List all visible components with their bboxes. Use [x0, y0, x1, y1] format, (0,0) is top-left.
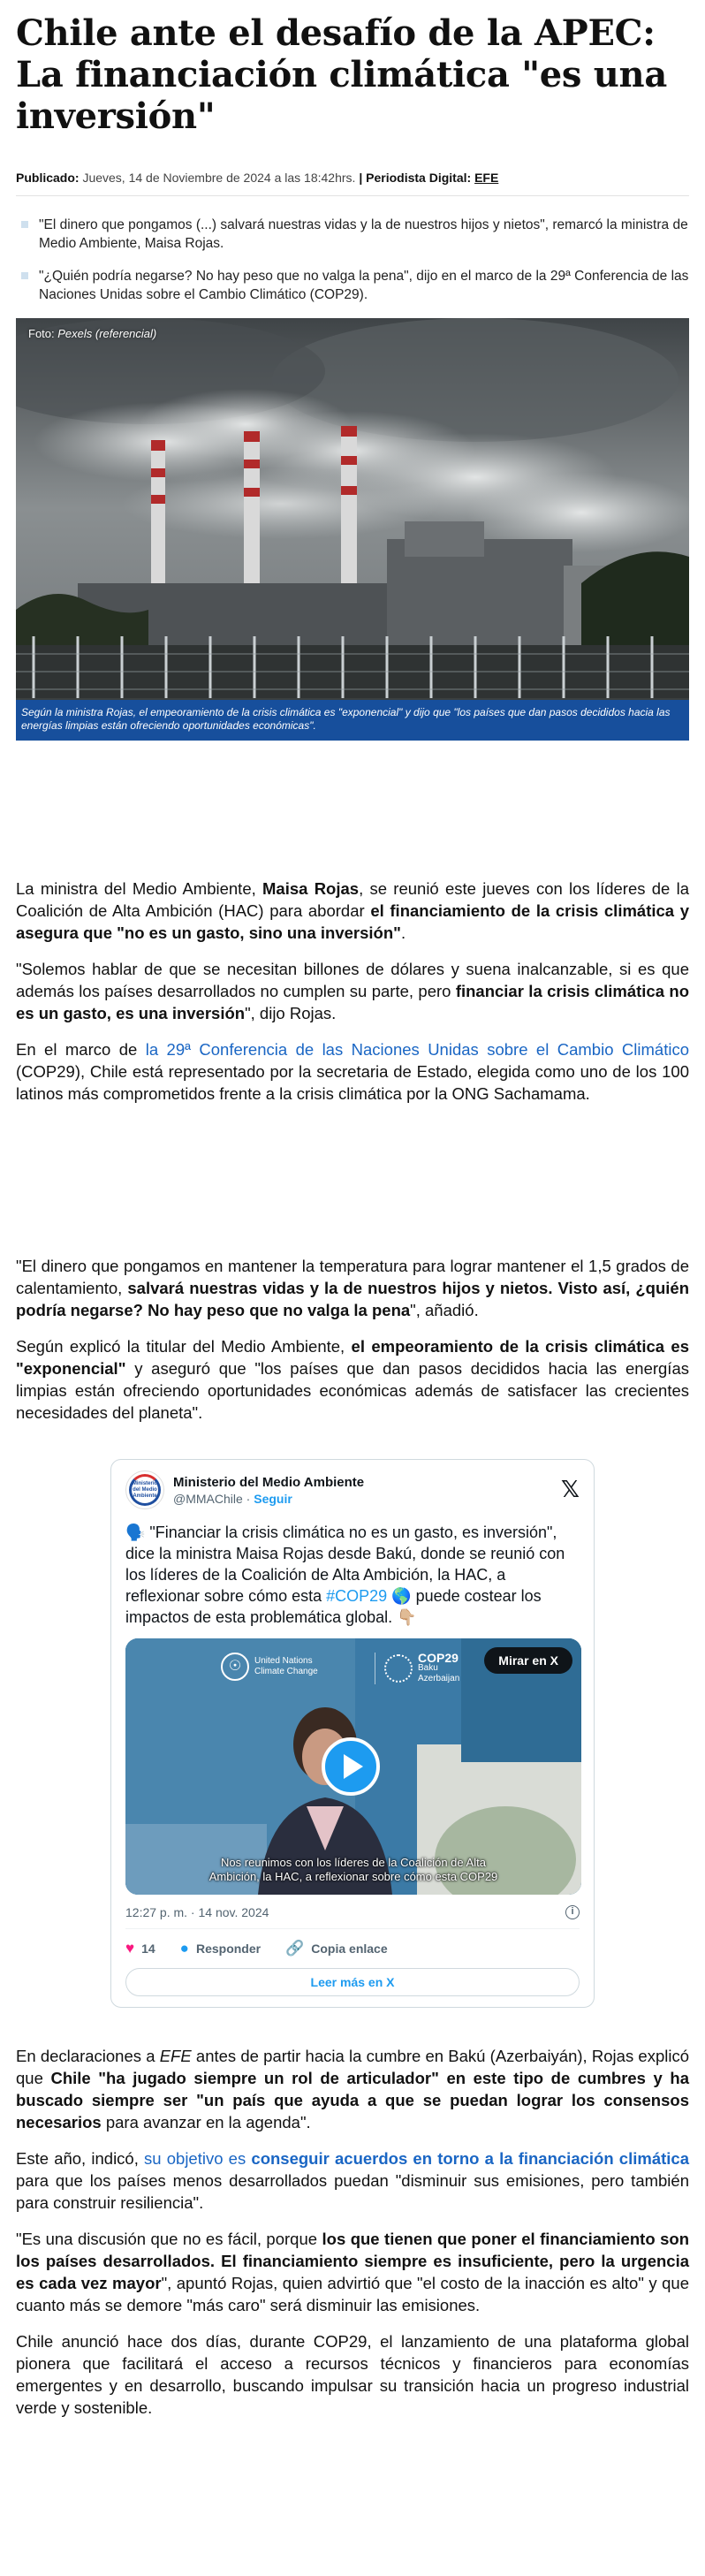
power-plant-illustration [16, 318, 689, 741]
text-run: "Es una discusión que no es fácil, porque [16, 2230, 322, 2248]
tweet-timestamp[interactable]: 12:27 p. m. · 14 nov. 2024 [125, 1905, 269, 1919]
bold-text: Maisa Rojas [262, 879, 360, 898]
read-more-on-x-button[interactable]: Leer más en X [125, 1968, 580, 1996]
tweet-author-name[interactable]: Ministerio del Medio Ambiente [173, 1474, 365, 1490]
tweet-embed[interactable] [110, 1459, 595, 2008]
cop29-emblem-icon [384, 1654, 413, 1683]
follow-button[interactable]: Seguir [254, 1491, 292, 1506]
photo-credit-source: Pexels (referencial) [57, 327, 157, 340]
image-caption: Según la ministra Rojas, el empeoramiento de la crisis climática es "exponencial" y dijo que "los países que dan pasos decididos hacia las energías limpias están ofreciendo oportunidades económicas". [16, 700, 689, 741]
cop29-title: COP29 [418, 1651, 459, 1665]
summary-item [16, 216, 689, 253]
text-run: 🗣️ "Financiar la crisis climática no es un gasto, es inversión", dice la ministra Maisa Rojas desde Bakú, donde se reunió con los líderes de la Coalición de Alta Ambición, la HAC, a reflexionar sobre cómo esta [125, 1524, 565, 1605]
climate-finance-link[interactable]: su objetivo es [144, 2149, 252, 2168]
tweet-timestamp-row [125, 1905, 580, 1929]
subtitle-line: Ambición, la HAC, a reflexionar sobre cómo esta COP29 [208, 1870, 498, 1883]
un-emblem-icon: ☉ [221, 1653, 249, 1681]
like-button[interactable] [125, 1940, 155, 1957]
bullet-square-icon [21, 221, 28, 228]
tweet-actions [125, 1940, 580, 1957]
text-run: "Solemos hablar de que se necesitan billones de dólares y suena inalcanzable, si es que además los países desarrollados no cumplen su parte, pero [16, 960, 689, 1000]
paragraph [16, 1335, 689, 1424]
bullet-square-icon [21, 272, 28, 279]
tweet-handle-row [173, 1492, 561, 1506]
video-subtitles [125, 1856, 581, 1884]
paragraph [16, 958, 689, 1024]
paragraph [16, 878, 689, 944]
un-climate-logo [221, 1653, 318, 1681]
like-count: 14 [141, 1941, 155, 1956]
ad-space [16, 1119, 689, 1255]
photo-credit-label: Foto: [28, 327, 55, 340]
climate-finance-link-bold[interactable]: conseguir acuerdos en torno a la financiación climática [251, 2149, 689, 2168]
avatar[interactable] [125, 1470, 164, 1509]
paragraph [16, 2228, 689, 2316]
paragraph [16, 1255, 689, 1321]
text-run: 🌎 puede costear los impactos de esta problemática global. 👇🏼 [125, 1587, 542, 1626]
paragraph [16, 2045, 689, 2133]
heart-icon: ♥ [125, 1940, 135, 1957]
paragraph [16, 1038, 689, 1105]
text-run: antes de partir hacia la cumbre en Bakú (Azerbaiyán), Rojas explicó que [16, 2047, 689, 2087]
link-icon: 🔗 [285, 1940, 305, 1957]
text-run: ", dijo Rojas. [245, 1004, 337, 1022]
summary-item [16, 267, 689, 304]
text-run: "El dinero que pongamos en mantener la temperatura para lograr mantener el 1,5 grados de calentamiento, [16, 1257, 689, 1297]
summary-list [16, 216, 689, 304]
text-run: ", apuntó Rojas, quien advirtió que "el costo de la inacción es alto" y que cuanto más se demore "más caro" será disminuir las emisiones. [16, 2274, 689, 2314]
byline-separator: | [359, 171, 363, 185]
text-run: . [400, 923, 406, 942]
author-label: Periodista Digital: [366, 171, 472, 185]
bold-text: financiar la crisis climática no es un gasto, es una inversión [16, 982, 689, 1022]
text-run: Este año, indicó, [16, 2149, 145, 2168]
text-run: (COP29), Chile está representado por la secretaria de Estado, elegida como uno de los 100 latinos más comprometidos frente a la crisis climática por la ONG Sachamama. [16, 1062, 689, 1103]
bold-text: los que tienen que poner el financiamiento son los países desarrollados. El financiamiento siempre es insuficiente, pero la urgencia es cada vez mayor [16, 2230, 689, 2292]
subtitle-line: Nos reunimos con los líderes de la Coalición de Alta [221, 1856, 486, 1869]
tweet-handle[interactable]: @MMAChile [173, 1491, 243, 1506]
ad-space [16, 741, 689, 878]
bold-text: el empeoramiento de la crisis climática es "exponencial" [16, 1337, 689, 1378]
photo-credit [28, 327, 156, 340]
play-icon[interactable] [322, 1737, 380, 1796]
x-logo-icon[interactable]: 𝕏 [561, 1477, 580, 1503]
text-run: La ministra del Medio Ambiente, [16, 879, 263, 898]
copy-link-label: Copia enlace [311, 1941, 388, 1956]
cop29-line-2: Azerbaijan [418, 1674, 460, 1683]
reply-button[interactable] [180, 1940, 261, 1957]
paragraph [16, 2147, 689, 2214]
reply-bubble-icon: ● [179, 1940, 189, 1957]
un-line-1: United Nations [254, 1656, 313, 1666]
watch-on-x-button[interactable]: Mirar en X [484, 1647, 572, 1674]
text-run: Según explicó la titular del Medio Ambiente, [16, 1337, 352, 1356]
published-date: Jueves, 14 de Noviembre de 2024 a las 18:42hrs. [82, 171, 356, 185]
hashtag-link[interactable]: #COP29 [326, 1587, 388, 1605]
tweet-author [173, 1475, 561, 1506]
handle-separator: · [242, 1491, 254, 1506]
tweet-video[interactable] [125, 1638, 581, 1895]
summary-text: "¿Quién podría negarse? No hay peso que no valga la pena", dijo en el marco de la 29ª Conferencia de las Naciones Unidas sobre el Cambio Climático (COP29). [39, 269, 689, 302]
tweet-header [125, 1470, 580, 1509]
text-run: y aseguró que "los países que dan pasos decididos hacia las energías limpias están ofreciendo oportunidades económicas además de satisfacer las crecientes necesidades del planeta". [16, 1359, 689, 1422]
text-run: En el marco de [16, 1040, 146, 1059]
info-icon[interactable]: i [565, 1905, 580, 1919]
avatar-logo: Ministerio del Medio Ambiente [129, 1474, 161, 1506]
article-title: Chile ante el desafío de la APEC: La financiación climática "es una inversión" [16, 12, 667, 137]
summary-text: "El dinero que pongamos (...) salvará nuestras vidas y la de nuestros hijos y nietos", remarcó la ministra de Medio Ambiente, Maisa Rojas. [39, 217, 688, 251]
bold-text: el financiamiento de la crisis climática y asegura que "no es un gasto, sino una inversión" [16, 901, 690, 942]
lead-image [16, 318, 689, 741]
author-link[interactable]: EFE [474, 171, 499, 185]
text-run: para que los países menos desarrollados puedan "disminuir sus emisiones, pero también para construir resiliencia". [16, 2171, 689, 2212]
un-line-2: Climate Change [254, 1667, 318, 1676]
text-run: En declaraciones a [16, 2047, 160, 2065]
cop29-link[interactable]: la 29ª Conferencia de las Naciones Unidas sobre el Cambio Climático [145, 1040, 689, 1059]
tweet-text [125, 1522, 580, 1628]
paragraph: Chile anunció hace dos días, durante COP29, el lanzamiento de una plataforma global pionera que facilitará el acceso a recursos técnicos y financieros para economías emergentes y en desarrollo, buscando impulsar su transición hacia un progreso industrial verde y sostenible. [16, 2332, 689, 2417]
cop29-logo [375, 1653, 459, 1684]
bold-text: salvará nuestras vidas y la de nuestros hijos y nietos. Visto así, ¿quién podría negarse? No hay peso que no valga la pena [16, 1279, 689, 1319]
cop29-line-1: Baku [418, 1663, 438, 1673]
bold-text: Chile "ha jugado siempre un rol de articulador" en este tipo de cumbres y ha buscado siempre ser "un país que ayuda a que se puedan lograr los consensos necesarios [16, 2069, 689, 2131]
published-label: Publicado: [16, 171, 80, 185]
tweet-embed-wrapper [16, 1459, 689, 2008]
text-run: ", añadió. [410, 1301, 479, 1319]
copy-link-button[interactable] [285, 1940, 388, 1957]
text-run: , se reunió este jueves con los líderes de la Coalición de Alta Ambición (HAC) para abordar [16, 879, 689, 920]
italic-text: EFE [159, 2047, 192, 2065]
reply-label: Responder [195, 1941, 262, 1956]
text-run: para avanzar en la agenda". [101, 2113, 311, 2131]
byline [16, 171, 689, 196]
